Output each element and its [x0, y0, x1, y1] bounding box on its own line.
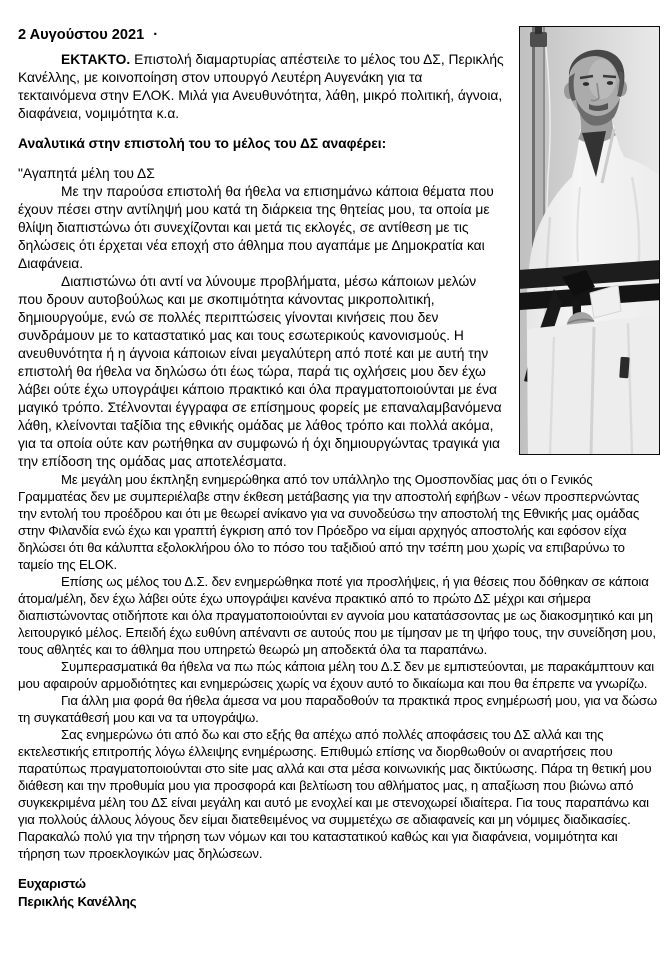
post-date-text: 2 Αυγούστου 2021: [18, 27, 145, 43]
letter-paragraph: Συμπερασματικά θα ήθελα να πω πώς κάποια μέλη του Δ.Σ δεν με εμπιστεύονται, με παρακάμπτουν και μου αφαιρούν αρμοδιότητες και ενημερώσεις χωρίς να έχουν αυτό το δικαίωμα και που θα έπρεπε να γνωρίζω.: [18, 659, 655, 691]
signature-thanks: Ευχαριστώ: [18, 876, 86, 891]
signature-block: [18, 875, 660, 910]
letter-closing: Παρακαλώ πολύ για την τήρηση των νόμων και του καταστατικού καθώς και για διαφάνεια, νομιμότητα και τήρηση των προεκλογικών μας δηλώσεων.: [18, 829, 618, 861]
letter-paragraph: Επίσης ως μέλος του Δ.Σ. δεν ενημερώθηκα ποτέ για προσλήψεις, ή για θέσεις που δόθηκαν σε κάποια άτομα/μέλη, δεν έχω λάβει ούτε έχω υπογράψει κανένα πρακτικό από το πρώτο ΔΣ μέχρι και σήμερα διαπιστώνοντας οτιδήποτε και όλα πραγματοποιούνται εν αγνοία μου κατατάσσοντας με ως διακοσμητικό και μη λειτουργικό μέλος. Επειδή έχω ευθύνη απέναντι σε αυτούς που με τίμησαν με τη ψήφο τους, την συνείδηση μου, τους αθλητές και το άθλημα που υπηρετώ θεωρώ μη αποδεκτά όλα τα παραπάνω.: [18, 574, 656, 657]
karate-man-illustration: [520, 27, 659, 454]
letter-salutation: "Αγαπητά μέλη του ΔΣ: [18, 166, 155, 181]
letter-paragraph: Διαπιστώνω ότι αντί να λύνουμε προβλήματα, μέσω κάποιων μελών που δρουν αυτοβούλως και με σκοπιμότητα κάνοντας μικροπολιτική, δημιουργούμε, ενώ σε πολλές περιπτώσεις γίνονται κινήσεις που δεν συνδράμουν με το καταστατικό μας και τους εσωτερικούς κανονισμούς. Η ανευθυνότητα ή η άγνοια κάποιων είναι μεγαλύτερη από ποτέ και με αυτή την επιστολή θα ήθελα να δηλώσω ότι έως τώρα, παρά τις οχλήσεις μου δεν έχω λάβει ούτε έχω υπογράψει κάποιο πρακτικό και όλα πραγματοποιούνται με ένα μαγικό τρόπο. Στέλνονται έγγραφα σε επίσημους φορείς με επαναλαμβανόμενα λάθη, κλείνονται ταξίδια της εθνικής ομάδας με λάθος τρόπο και πολλά ακόμα, για τα οποία ούτε καν ρωτήθηκα αν συμφωνώ ή όχι δημιουργώντας τραγικά για την επίδοση της ομάδας μας αποτελέσματα.: [18, 274, 502, 469]
signature-name: Περικλής Κανέλλης: [18, 893, 137, 909]
karate-portrait-photo: [519, 26, 660, 455]
letter-paragraph: Σας ενημερώνω ότι από δω και στο εξής θα απέχω από πολλές αποφάσεις του ΔΣ αλλά και της εκτελεστικής επιτροπής λόγω έλλειψης ενημέρωσης. Επιθυμώ επίσης να διορθωθούν οι αναρτήσεις που παρατύπως πραγματοποιούνται στο site μας αλλά και στα μέσα κοινωνικής μας δικτύωσης. Πάρα τη θετική μου διάθεση και την προθυμία μου για προσφορά και βελτίωση του αθλήματος μας, η απαξίωση που βιώνω από συγκεκριμένα μέλη του ΔΣ είναι μεγάλη και αυτό με ενοχλεί και με στενοχωρεί ιδιαίτερα. Για τους παραπάνω και για πολλούς άλλους λόγους δεν είμαι διατεθειμένος να συμμετέχω σε αδιαφανείς και μη νόμιμες διαδικασίες.: [18, 727, 652, 827]
letter-paragraph: Με μεγάλη μου έκπληξη ενημερώθηκα από τον υπάλληλο της Ομοσπονδίας μας ότι ο Γενικός Γραμματέας δεν με συμπεριέλαβε στην έκθεση μετάβασης για την αποστολή εφήβων - νέων προσπερνώντας την εντολή του προέδρου και ότι με θεωρεί ανίκανο για να συνοδεύσω την αποστολή της Εθνικής μας ομάδας στην Φιλανδία ενώ έχω και γραπτή έγκριση από τον Πρόεδρο να είμαι αρχηγός αποστολής και εφόσον είχα δηλώσει ότι θα κάλυπτα εξολοκλήρου όλο το πόσο του ταξιδιού από την τσέπη μου χωρίς να επιβαρύνω το ταμείο της ELOK.: [18, 472, 640, 572]
post-date-separator: ·: [153, 27, 159, 43]
section-heading: Αναλυτικά στην επιστολή του το μέλος του ΔΣ αναφέρει:: [18, 136, 387, 151]
letter-paragraph: Για άλλη μια φορά θα ήθελα άμεσα να μου παραδοθούν τα πρακτικά προς ενημέρωσή μου, για να δώσω τη συγκατάθεσή μου και να τα υπογράψω.: [18, 693, 658, 725]
letter-lower-section: [18, 471, 660, 910]
intro-lead-bold: ΕΚΤΑΚΤΟ.: [61, 52, 131, 67]
intro-text: Επιστολή διαμαρτυρίας απέστειλε το μέλος του ΔΣ, Περικλής Κανέλλης, με κοινοποίηση στον υπουργό Λευτέρη Αυγενάκη για τα τεκταινόμενα στην ΕΛΟΚ. Μιλά για Ανευθυνότητα, λάθη, μικρό πολιτική, άγνοια, διαφάνεια, νομιμότητα κ.α.: [18, 52, 504, 121]
letter-paragraph: Με την παρούσα επιστολή θα ήθελα να επισημάνω κάποια θέματα που έχουν πέσει στην αντίληψή μου κατά τη διάρκεια της θητείας μου, τα οποία με θλίψη διαπιστώνω ότι συνεχίζονται και μετά τις εκλογές, σε αντίθεση με τις δηλώσεις ότι έρχεται νέα εποχή στο άθλημα που αγαπάμε με Δημοκρατία και Διαφάνεια.: [18, 184, 494, 271]
